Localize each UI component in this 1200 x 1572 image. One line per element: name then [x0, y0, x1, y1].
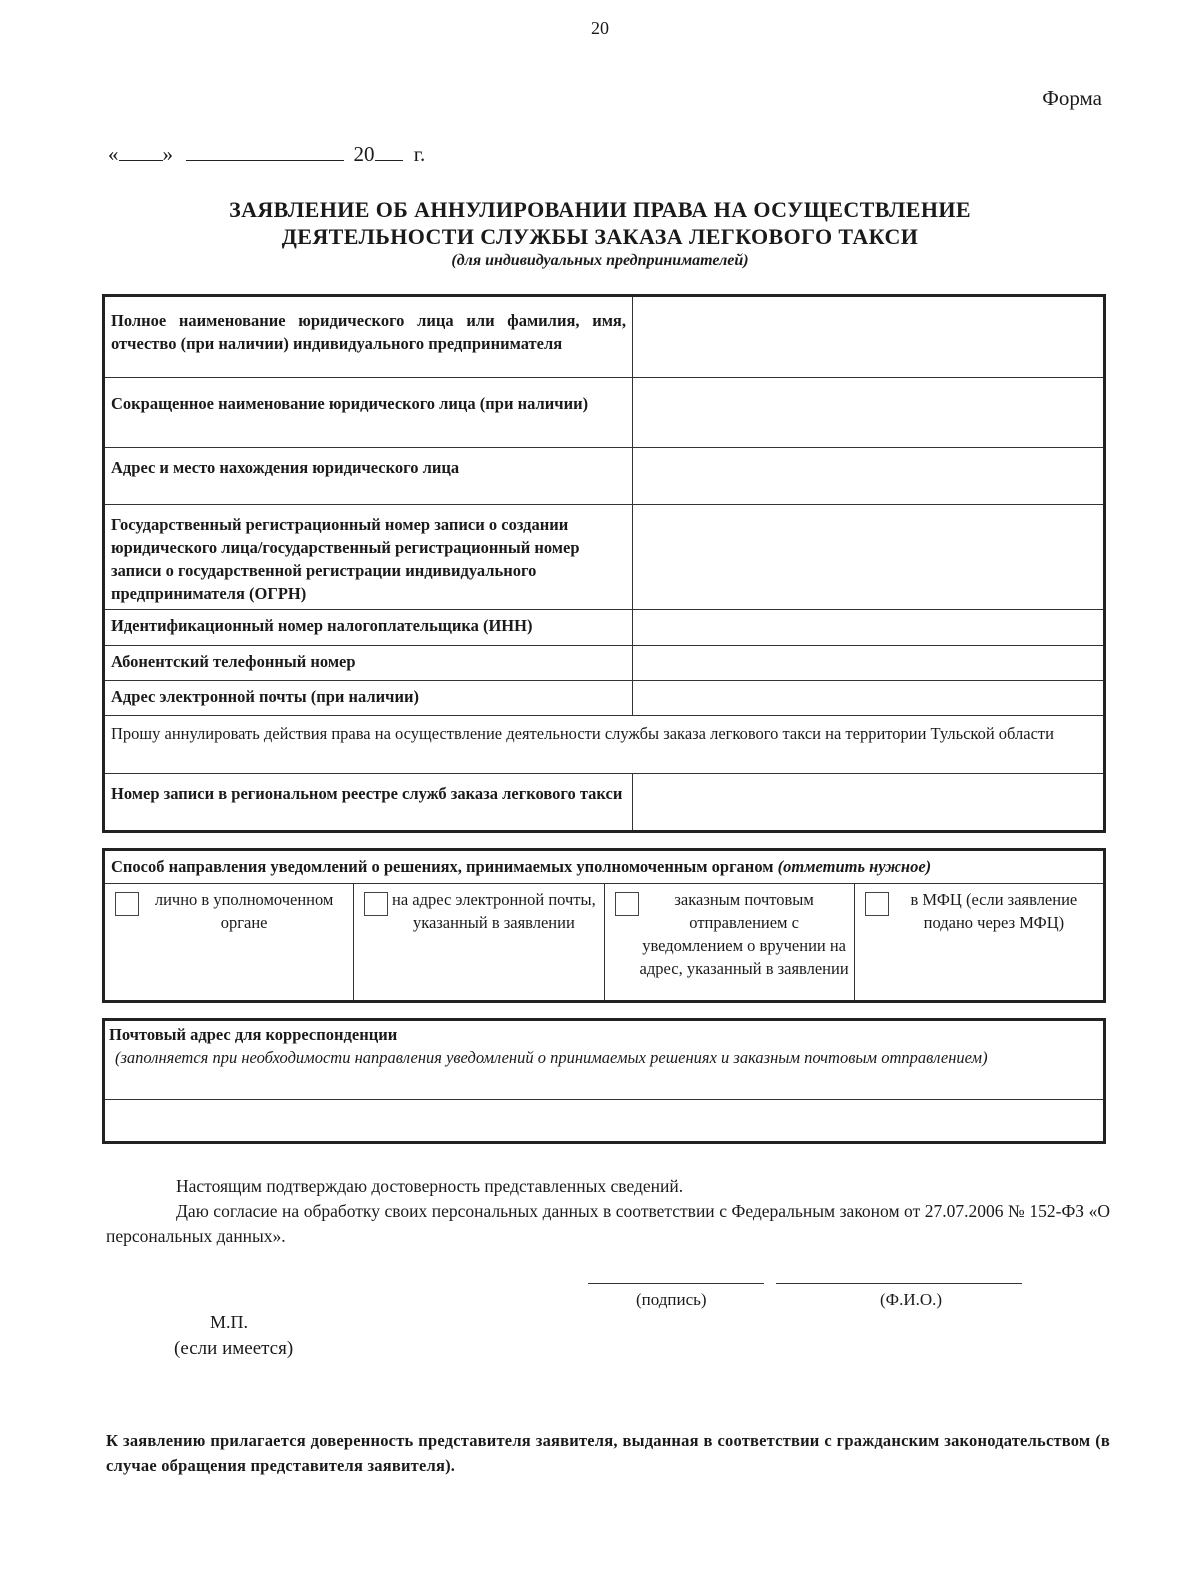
date-open-quote: « [108, 142, 119, 166]
notification-hint: (отметить нужное) [777, 857, 932, 876]
notification-method-heading [104, 850, 1105, 884]
postal-address-field[interactable] [105, 1100, 1103, 1144]
form-subtitle: (для индивидуальных предпринимателей) [451, 252, 749, 269]
table-row [104, 850, 1105, 884]
ogrn-label: Государственный регистрационный номер записи о создании юридического лица/государственный регистрационный номер записи о государственной регистрации индивидуального предпринимателя (ОГРН) [104, 505, 633, 610]
full-name-label: Полное наименование юридического лица или фамилия, имя, отчество (при наличии) индивидуального предпринимателя [104, 296, 633, 378]
confirmation-block [106, 1174, 1110, 1249]
table-row [104, 646, 1105, 681]
signature-line[interactable] [588, 1282, 764, 1284]
registry-number-value[interactable] [633, 774, 1105, 832]
table-row [104, 296, 1105, 378]
option-registered-mail-label: заказным почтовым отправлением с уведомлением о вручении на адрес, указанный в заявлении [639, 890, 849, 978]
fio-line[interactable] [776, 1282, 1022, 1284]
month-field[interactable] [186, 142, 344, 161]
year-field[interactable] [375, 142, 403, 161]
attachment-note: К заявлению прилагается доверенность представителя заявителя, выданная в соответствии с гражданским законодательством (в случае обращения представителя заявителя). [106, 1431, 1110, 1475]
stamp-note: (если имеется) [174, 1338, 294, 1359]
table-row [104, 378, 1105, 448]
fio-caption: (Ф.И.О.) [880, 1290, 943, 1309]
inn-label: Идентификационный номер налогоплательщика (ИНН) [104, 610, 633, 646]
full-name-value[interactable] [633, 296, 1105, 378]
short-name-label: Сокращенное наименование юридического лица (при наличии) [104, 378, 633, 448]
option-in-person[interactable] [104, 884, 354, 1002]
year-suffix: г. [413, 142, 426, 166]
form-label: Форма [1042, 86, 1102, 110]
form-title-line-2: ДЕЯТЕЛЬНОСТИ СЛУЖБЫ ЗАКАЗА ЛЕГКОВОГО ТАКСИ [281, 224, 919, 249]
phone-value[interactable] [633, 646, 1105, 681]
table-row [104, 716, 1105, 774]
table-row [104, 448, 1105, 505]
date-close-quote: » [162, 142, 173, 166]
signature-caption: (подпись) [636, 1290, 707, 1309]
date-line [108, 142, 425, 167]
notification-method-table [102, 848, 1106, 1003]
request-text: Прошу аннулировать действия права на осуществление деятельности службы заказа легкового такси на территории Тульской области [104, 716, 1105, 774]
email-label: Адрес электронной почты (при наличии) [104, 681, 633, 716]
consent-text: Даю согласие на обработку своих персональных данных в соответствии с Федеральным законом от 27.07.2006 № 152-ФЗ «О персональных данных». [106, 1201, 1110, 1246]
option-mfc-label: в МФЦ (если заявление подано через МФЦ) [910, 890, 1078, 932]
postal-address-hint: (заполняется при необходимости направления уведомлений о принимаемых решениях и заказным почтовым отправлением) [115, 1048, 988, 1067]
checkbox-in-person[interactable] [115, 892, 139, 916]
inn-value[interactable] [633, 610, 1105, 646]
option-registered-mail[interactable] [604, 884, 854, 1002]
table-row [104, 505, 1105, 610]
option-mfc[interactable] [854, 884, 1104, 1002]
registry-number-label: Номер записи в региональном реестре служб заказа легкового такси [104, 774, 633, 832]
applicant-info-table [102, 294, 1106, 833]
ogrn-value[interactable] [633, 505, 1105, 610]
day-field[interactable] [119, 142, 163, 161]
email-value[interactable] [633, 681, 1105, 716]
stamp-label: М.П. [210, 1312, 249, 1332]
confirmation-text: Настоящим подтверждаю достоверность представленных сведений. [176, 1176, 684, 1196]
page-number: 20 [591, 18, 609, 38]
table-row [104, 884, 1105, 1002]
table-row [104, 610, 1105, 646]
notification-heading-text: Способ направления уведомлений о решениях, принимаемых уполномоченным органом [111, 857, 774, 876]
checkbox-mfc[interactable] [865, 892, 889, 916]
form-title-line-1: ЗАЯВЛЕНИЕ ОБ АННУЛИРОВАНИИ ПРАВА НА ОСУЩЕСТВЛЕНИЕ [229, 197, 971, 222]
option-email[interactable] [354, 884, 604, 1002]
postal-address-block [102, 1018, 1106, 1144]
postal-address-header [105, 1021, 1103, 1100]
table-row [104, 774, 1105, 832]
address-label: Адрес и место нахождения юридического лица [104, 448, 633, 505]
postal-address-heading: Почтовый адрес для корреспонденции [109, 1025, 398, 1044]
address-value[interactable] [633, 448, 1105, 505]
table-row [104, 681, 1105, 716]
short-name-value[interactable] [633, 378, 1105, 448]
phone-label: Абонентский телефонный номер [104, 646, 633, 681]
year-prefix: 20 [353, 142, 375, 166]
checkbox-email[interactable] [364, 892, 388, 916]
checkbox-registered-mail[interactable] [615, 892, 639, 916]
option-email-label: на адрес электронной почты, указанный в заявлении [392, 890, 596, 932]
option-in-person-label: лично в уполномоченном органе [154, 890, 334, 932]
